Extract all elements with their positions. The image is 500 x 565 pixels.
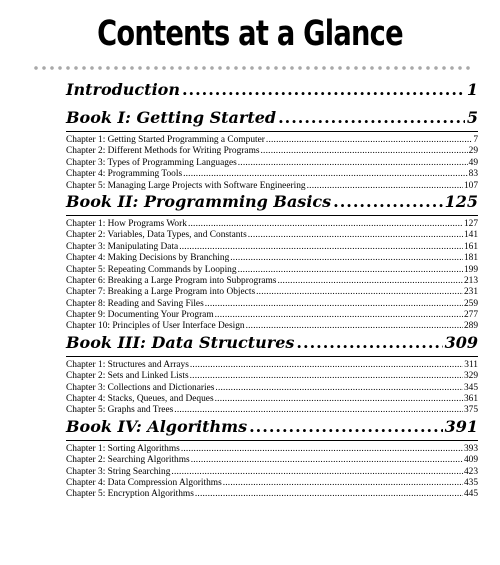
chapter-page: 107 — [463, 180, 478, 191]
chapter-page: 49 — [468, 157, 478, 168]
introduction-entry[interactable] — [66, 80, 478, 105]
chapter-page: 127 — [463, 218, 478, 229]
book-title: Book IV: Algorithms — [66, 416, 248, 436]
book-heading[interactable] — [66, 192, 478, 213]
chapter-page: 345 — [463, 382, 478, 393]
book-page: 125 — [444, 191, 478, 211]
chapter-entry[interactable] — [66, 467, 478, 478]
chapter-entry[interactable] — [66, 310, 478, 321]
chapter-page: 259 — [463, 298, 478, 309]
chapter-title: Chapter 1: Structures and Arrays — [66, 359, 189, 370]
chapter-entry[interactable] — [66, 444, 478, 455]
dot-leader — [333, 192, 442, 212]
chapter-title: Chapter 4: Data Compression Algorithms — [66, 477, 222, 488]
dot-leader — [215, 383, 463, 394]
book-title: Book II: Programming Basics — [66, 191, 332, 211]
heading-rule — [66, 440, 478, 441]
chapter-title: Chapter 3: Types of Programming Languages — [66, 157, 237, 168]
chapter-entry[interactable] — [66, 158, 478, 169]
chapter-page: 161 — [463, 241, 478, 252]
chapter-page: 29 — [468, 146, 478, 157]
chapter-title: Chapter 1: Sorting Algorithms — [66, 443, 180, 454]
chapter-page: 361 — [463, 394, 478, 405]
chapter-entry[interactable] — [66, 219, 478, 230]
dot-leader — [296, 333, 442, 353]
chapter-title: Chapter 8: Reading and Saving Files — [66, 298, 204, 309]
chapter-page: 199 — [463, 264, 478, 275]
chapter-page: 7 — [473, 135, 478, 145]
book-list — [66, 108, 478, 501]
chapter-title: Chapter 2: Searching Algorithms — [66, 455, 190, 466]
book-section — [66, 108, 478, 192]
dot-leader — [238, 265, 463, 276]
chapter-title: Chapter 4: Stacks, Queues, and Deques — [66, 394, 214, 405]
chapter-page: 141 — [463, 230, 478, 241]
chapter-entry[interactable] — [66, 265, 478, 276]
dot-leader — [261, 146, 468, 157]
chapter-title: Chapter 4: Making Decisions by Branching — [66, 253, 230, 264]
chapter-page: 435 — [463, 477, 478, 488]
dot-leader — [191, 455, 463, 466]
introduction-label: Introduction — [66, 80, 180, 99]
chapter-title: Chapter 10: Principles of User Interface Design — [66, 321, 245, 332]
book-page: 391 — [444, 416, 478, 436]
chapter-title: Chapter 2: Variables, Data Types, and Constants — [66, 230, 247, 241]
dot-leader — [205, 299, 463, 310]
dot-leader — [249, 417, 442, 437]
chapter-entry[interactable] — [66, 360, 478, 371]
chapter-entry[interactable] — [66, 489, 478, 500]
book-title: Book III: Data Structures — [66, 332, 295, 352]
dot-leader — [179, 242, 463, 253]
book-section — [66, 192, 478, 333]
chapter-entry[interactable] — [66, 299, 478, 310]
chapter-title: Chapter 3: Collections and Dictionaries — [66, 382, 215, 393]
chapter-title: Chapter 6: Breaking a Large Program into Subprograms — [66, 275, 277, 286]
dot-leader — [174, 405, 463, 416]
chapter-page: 289 — [463, 321, 478, 332]
chapter-entry[interactable] — [66, 135, 478, 146]
chapter-entry[interactable] — [66, 146, 478, 157]
introduction-page: 1 — [466, 80, 478, 99]
chapter-entry[interactable] — [66, 455, 478, 466]
chapter-entry[interactable] — [66, 321, 478, 332]
chapter-entry[interactable] — [66, 181, 478, 192]
chapter-page: 329 — [463, 371, 478, 382]
dot-leader — [215, 310, 463, 321]
heading-rule — [66, 215, 478, 216]
chapter-entry[interactable] — [66, 405, 478, 416]
dot-leader — [190, 371, 463, 382]
chapter-title: Chapter 5: Managing Large Projects with Software Engineering — [66, 180, 306, 191]
book-section — [66, 333, 478, 417]
book-title: Book I: Getting Started — [66, 108, 277, 127]
chapter-title: Chapter 5: Encryption Algorithms — [66, 489, 194, 500]
chapter-title: Chapter 1: Getting Started Programming a Computer — [66, 135, 265, 145]
chapter-entry[interactable] — [66, 253, 478, 264]
chapter-page: 231 — [463, 287, 478, 298]
dot-leader — [181, 444, 463, 455]
chapter-entry[interactable] — [66, 230, 478, 241]
chapter-page: 181 — [463, 253, 478, 264]
chapter-title: Chapter 3: Manipulating Data — [66, 241, 179, 252]
chapter-page: 83 — [468, 169, 478, 180]
chapter-page: 423 — [463, 466, 478, 477]
dot-leader — [278, 108, 465, 128]
chapter-entry[interactable] — [66, 394, 478, 405]
dot-leader — [307, 181, 463, 192]
book-heading[interactable] — [66, 417, 478, 438]
dot-leader — [215, 394, 463, 405]
chapter-page: 375 — [463, 405, 478, 416]
dot-leader — [248, 230, 463, 241]
heading-rule — [66, 131, 478, 132]
chapter-page: 213 — [463, 275, 478, 286]
chapter-entry[interactable] — [66, 287, 478, 298]
chapter-page: 311 — [464, 359, 478, 370]
chapter-page: 409 — [463, 455, 478, 466]
chapter-page: 445 — [463, 489, 478, 500]
book-page: 5 — [466, 108, 478, 127]
chapter-entry[interactable] — [66, 242, 478, 253]
chapter-title: Chapter 3: String Searching — [66, 466, 171, 477]
chapter-title: Chapter 9: Documenting Your Program — [66, 310, 214, 321]
dot-leader — [277, 276, 462, 287]
book-section — [66, 417, 478, 501]
dot-leader — [188, 219, 463, 230]
dot-leader — [246, 321, 463, 332]
chapter-page: 277 — [463, 310, 478, 321]
chapter-title: Chapter 2: Sets and Linked Lists — [66, 371, 189, 382]
heading-rule — [66, 356, 478, 357]
dot-leader — [171, 467, 463, 478]
chapter-entry[interactable] — [66, 276, 478, 287]
chapter-entry[interactable] — [66, 169, 478, 180]
dot-leader — [195, 489, 463, 500]
book-heading[interactable] — [66, 333, 478, 354]
dot-leader — [190, 360, 463, 371]
chapter-title: Chapter 7: Breaking a Large Program into Objects — [66, 287, 256, 298]
dot-leader — [238, 158, 468, 169]
table-of-contents — [66, 80, 478, 501]
page-title: Contents at a Glance — [97, 14, 403, 54]
dot-leader — [230, 253, 463, 264]
chapter-title: Chapter 2: Different Methods for Writing Programs — [66, 146, 260, 157]
chapter-entry[interactable] — [66, 371, 478, 382]
book-page: 309 — [444, 332, 478, 352]
chapter-title: Chapter 1: How Programs Work — [66, 218, 187, 229]
dot-leader — [223, 478, 463, 489]
chapter-entry[interactable] — [66, 478, 478, 489]
chapter-title: Chapter 5: Repeating Commands by Looping — [66, 264, 237, 275]
dot-leader — [266, 135, 472, 146]
chapter-title: Chapter 4: Programming Tools — [66, 169, 183, 180]
dotted-divider — [32, 65, 470, 71]
dot-leader — [256, 287, 463, 298]
chapter-entry[interactable] — [66, 383, 478, 394]
chapter-page: 393 — [463, 443, 478, 454]
book-heading[interactable] — [66, 108, 478, 129]
chapter-title: Chapter 5: Graphs and Trees — [66, 405, 174, 416]
dot-leader — [183, 169, 468, 180]
dot-leader — [182, 80, 465, 100]
